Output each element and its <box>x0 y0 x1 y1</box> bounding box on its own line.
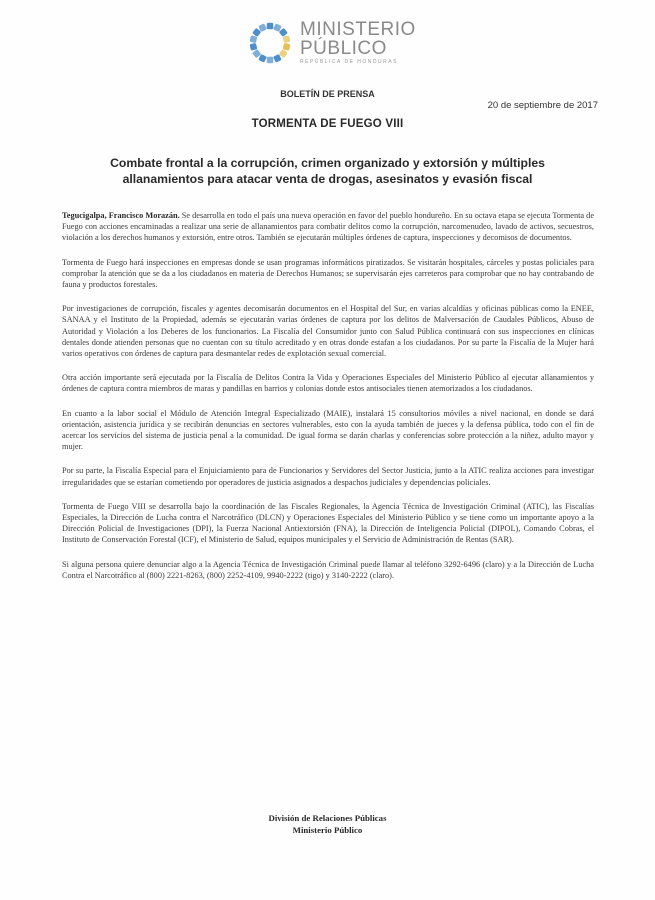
ministerio-publico-logo <box>244 12 414 74</box>
logo-tile <box>267 23 274 30</box>
boletin-label: BOLETÍN DE PRENSA <box>280 89 375 99</box>
paragraph-4: Otra acción importante será ejecutada por la Fiscalía de Delitos Contra la Vida y Operaciones Especiales del Ministerio Público al ejecutar allanamientos y órdenes de captura contra miembros de maras y pandillas en barrios y colonias donde estos antisociales tienen atemorizados a los ciudadanos. <box>62 373 594 394</box>
operation-title: TORMENTA DE FUEGO VIII <box>251 118 404 130</box>
signature-block <box>0 812 655 836</box>
logo-wordmark <box>300 20 416 66</box>
paragraph-5: En cuanto a la labor social el Módulo de Atención Integral Especializado (MAIE), instalará 15 consultorios móviles a nivel nacional, en donde se dará orientación, asistencia jurídica y se recibirán denuncias en sectores vulnerables, esto con la ayuda también de jueces y la defensa pública, todo con el fin de acercar los servicios del sistema de justicia penal a la comunidad. De igual forma se darán charlas y conferencias sobre protección a la niñez, adulto mayor y mujer. <box>62 408 594 452</box>
logo-tile <box>283 35 291 43</box>
logo-line-country: REPÚBLICA DE HONDURAS <box>300 59 398 65</box>
logo-tile <box>250 35 258 43</box>
paragraph-7: Tormenta de Fuego VIII se desarrolla bajo la coordinación de las Fiscales Regionales, la Agencia Técnica de Investigación Criminal (ATIC), las Fiscalías Especiales, la Dirección de Lucha contra el Narcotráfico (DLCN) y Operaciones Especiales del Ministerio Público y se tiene como un importante apoyo a la Dirección Policial de Investigaciones (DPI), la Fuerza Nacional Antiextorsión (FNA), la Dirección de Inteligencia Policial (DIPOL), Comando Cobras, el Instituto de Conservación Forestal (ICF), el Ministerio de Salud, equipos municipales y el Servicio de Administración de Rentas (SAR). <box>62 501 594 545</box>
paragraph-3: Por investigaciones de corrupción, fiscales y agentes decomisarán documentos en el Hospital del Sur, en varias alcaldías y oficinas públicas como la ENEE, SANAA y el Instituto de la Propiedad, además se ejecutarán varias órdenes de captura por los delitos de Malversación de Caudales Públicos, Abuso de Autoridad y Violación a los Deberes de los funcionarios. La Fiscalía del Consumidor junto con Salud Pública continuará con sus inspecciones en clínicas dentales donde atienden personas que no cuentan con su título acreditado y en otras donde estafan a los ciudadanos. Por su parte la Fiscalía de la Mujer hará varios operativos con órdenes de captura para desmantelar redes de explotación sexual comercial. <box>62 304 594 359</box>
paragraph-1 <box>62 210 594 244</box>
paragraph-6: Por su parte, la Fiscalía Especial para el Enjuiciamiento para de Funcionarios y Servidores del Sector Justicia, junto a la ATIC realiza acciones para investigar irregularidades que se estarían cometiendo por operadores de justicia asignados a despachos judiciales y dependencias policiales. <box>62 466 594 487</box>
signature-institution: Ministerio Público <box>292 825 363 835</box>
logo-line-ministerio: MINISTERIO <box>300 19 416 40</box>
logo-line-publico: PÚBLICO <box>300 38 387 59</box>
logo-tile <box>250 43 258 51</box>
release-date: 20 de septiembre de 2017 <box>487 100 598 111</box>
paragraph-8: Si alguna persona quiere denunciar algo a la Agencia Técnica de Investigación Criminal puede llamar al teléfono 3292-6496 (claro) y a la Dirección de Lucha Contra el Narcotráfico al (800) 2221-8263, (800) 2252-4109, 9940-2222 (tigo) y 3140-2222 (claro). <box>62 559 594 580</box>
logo-emblem-icon <box>244 17 296 69</box>
logo-tile <box>267 57 274 64</box>
signature-division: División de Relaciones Públicas <box>268 813 387 823</box>
logo-tile <box>283 43 291 51</box>
dateline: Tegucigalpa, Francisco Morazán. <box>62 211 180 220</box>
headline: Combate frontal a la corrupción, crimen organizado y extorsión y múltiples allanamientos para atacar venta de drogas, asesinatos y evasión fiscal <box>110 156 545 186</box>
paragraph-1-text: Se desarrolla en todo el país una nueva operación en favor del pueblo hondureño. En su octava etapa se ejecuta Tormenta de Fuego con acciones encaminadas a realizar una serie de allanamientos para combatir delitos como la corrupción, narcomenudeo, lavado de activos, secuestros, violación a los derechos humanos y extorsión, entre otros. También se ejecutarán múltiples órdenes de captura, inspecciones y decomisos de documentos. <box>62 211 595 243</box>
release-body <box>62 210 594 594</box>
paragraph-2: Tormenta de Fuego hará inspecciones en empresas donde se usan programas informáticos piratizados. Se visitarán hospitales, cárceles y postas policiales para comprobar la atención que se da a los ciudadanos en materia de Derechos Humanos; se supervisarán ejes carreteros para comprobar que no hay contrabando de fauna y productos forestales. <box>62 257 594 290</box>
